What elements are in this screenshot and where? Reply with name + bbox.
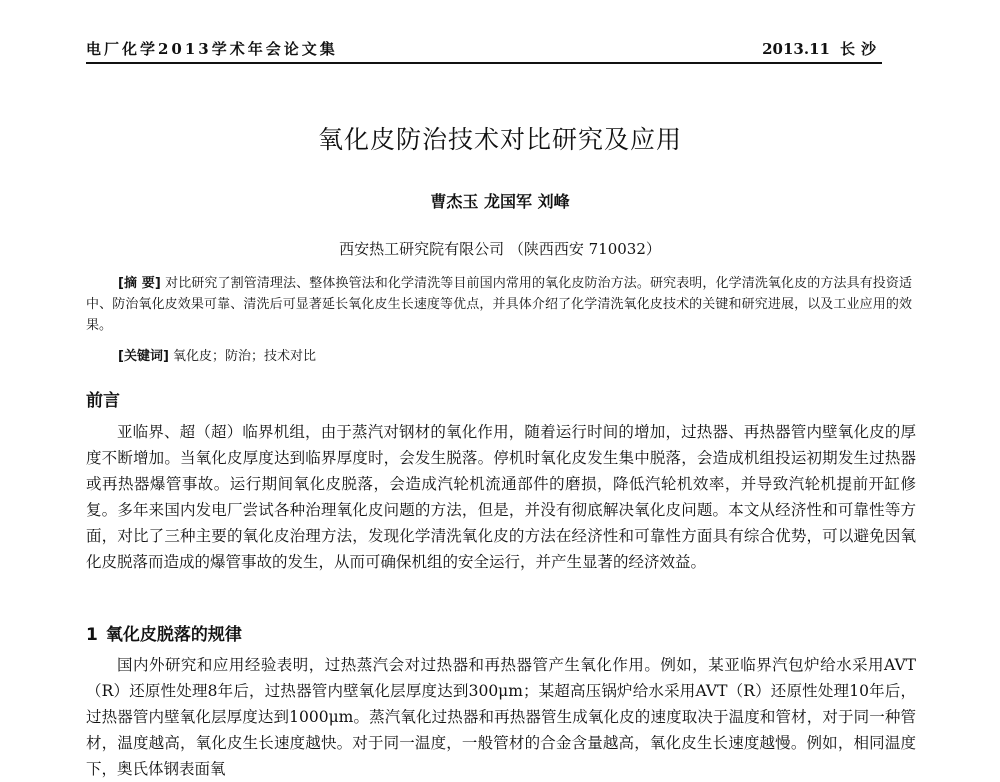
abstract-label: [摘 要] bbox=[118, 276, 161, 291]
abstract bbox=[86, 273, 912, 336]
affiliation: 西安热工研究院有限公司 （陕西西安 710032） bbox=[339, 240, 661, 258]
keywords bbox=[118, 345, 898, 364]
header-city: 长沙 bbox=[839, 40, 882, 58]
abstract-text: 对比研究了割管清理法、整体换管法和化学清洗等目前国内常用的氧化皮防治方法。研究表明，化学清洗氧化皮的方法具有投资适中、防治氧化皮效果可靠、清洗后可显著延长氧化皮生长速度等优点，并具体介绍了化学清洗氧化皮技术的关键和研究进展，以及工业应用的效果。 bbox=[86, 276, 912, 333]
running-header bbox=[86, 36, 882, 64]
header-date: 2013.11 bbox=[762, 40, 830, 58]
proceedings-title: 电厂化学2013学术年会论文集 bbox=[86, 40, 338, 58]
section-heading-preface: 前言 bbox=[86, 391, 120, 411]
section-number: 1 bbox=[86, 625, 98, 645]
section-1-paragraph: 国内外研究和应用经验表明，过热蒸汽会对过热器和再热器管产生氧化作用。例如，某亚临界汽包炉给水采用AVT（R）还原性处理8年后，过热器管内壁氧化层厚度达到300μm；某超高压锅炉给水采用AVT（R）还原性处理10年后，过热器管内壁氧化层厚度达到1000μm。蒸汽氧化过热器和再热器管生成氧化皮的速度取决于温度和管材，对于同一种管材，温度越高，氧化皮生长速度越快。对于同一温度，一般管材的合金含量越高，氧化皮生长速度越慢。例如，相同温度下，奥氏体钢表面氧 bbox=[86, 656, 916, 778]
paper-title: 氧化皮防治技术对比研究及应用 bbox=[317, 125, 682, 154]
author-list: 曹杰玉 龙国军 刘峰 bbox=[430, 192, 570, 211]
section-title: 氧化皮脱落的规律 bbox=[105, 625, 242, 645]
section-heading-1 bbox=[86, 620, 242, 645]
preface-paragraph: 亚临界、超（超）临界机组，由于蒸汽对钢材的氧化作用，随着运行时间的增加，过热器、再热器管内壁氧化皮的厚度不断增加。当氧化皮厚度达到临界厚度时，会发生脱落。停机时氧化皮发生集中脱落，会造成机组投运初期发生过热器或再热器爆管事故。运行期间氧化皮脱落，会造成汽轮机流通部件的磨损，降低汽轮机效率，并导致汽轮机提前开缸修复。多年来国内发电厂尝试各种治理氧化皮问题的方法，但是，并没有彻底解决氧化皮问题。本文从经济性和可靠性等方面，对比了三种主要的氧化皮治理方法，发现化学清洗氧化皮的方法在经济性和可靠性方面具有综合优势，可以避免因氧化皮脱落而造成的爆管事故的发生，从而可确保机组的安全运行，并产生显著的经济效益。 bbox=[86, 423, 916, 571]
keywords-text: 氧化皮；防治；技术对比 bbox=[173, 349, 317, 364]
header-date-location bbox=[762, 38, 882, 59]
keywords-label: [关键词] bbox=[118, 349, 169, 364]
